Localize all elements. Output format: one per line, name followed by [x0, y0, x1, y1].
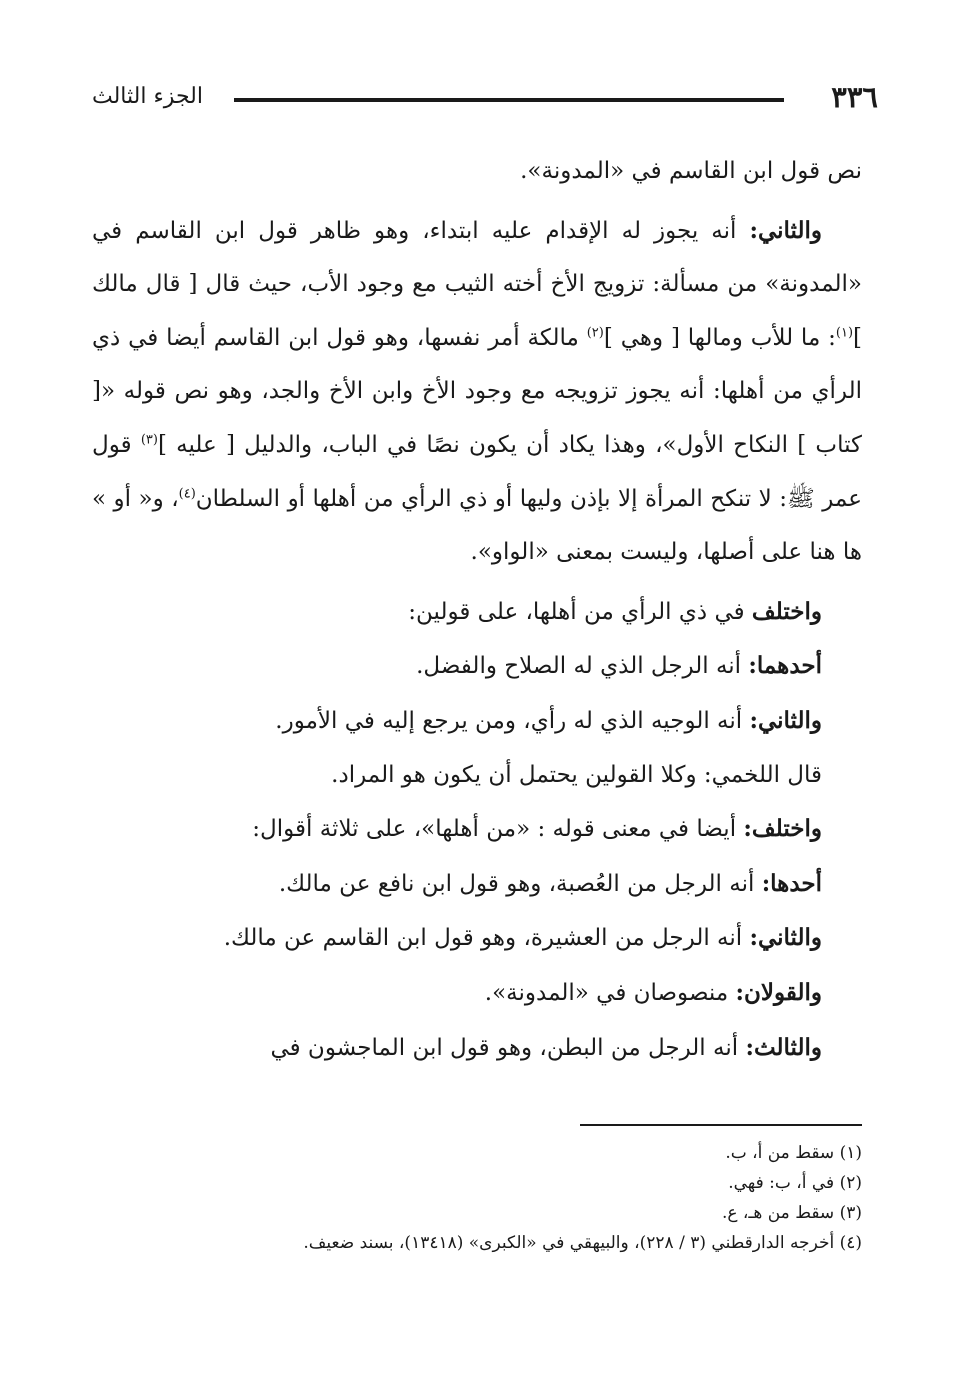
- paragraph-text: أنه الرجل الذي له الصلاح والفضل.: [416, 653, 749, 680]
- footnote-2: (٢) في أ، ب: فهي.: [728, 1173, 862, 1193]
- paragraph-lead: والثاني:: [749, 216, 822, 244]
- footnote-ref-1[interactable]: (١): [835, 325, 854, 341]
- paragraph-6: قال اللخمي: وكلا القولين يحتمل أن يكون هو المراد.: [331, 761, 822, 788]
- footnote-ref-3[interactable]: (٣): [140, 432, 158, 448]
- main-text: [92, 145, 862, 1075]
- paragraph-lead: واختلف:: [743, 815, 822, 843]
- paragraph-lead: أحدها:: [761, 869, 822, 897]
- paragraph-2: [92, 204, 862, 580]
- paragraph-9: [92, 911, 862, 966]
- paragraph-lead: والثاني:: [749, 924, 822, 952]
- footnote-ref-2[interactable]: (٢): [586, 325, 604, 341]
- paragraph-text: أنه الوجيه الذي له رأي، ومن يرجع إليه في الأمور.: [275, 707, 750, 734]
- footnote-ref-4[interactable]: (٤): [178, 485, 196, 501]
- footnote-1: (١) سقط من أ، ب.: [725, 1143, 862, 1163]
- paragraph-lead: أحدهما:: [748, 652, 822, 680]
- paragraph-text: منصوصان في «المدونة».: [484, 979, 736, 1006]
- paragraph-lead: والثالث:: [745, 1033, 822, 1061]
- paragraph-lead: واختلف: [751, 597, 822, 625]
- paragraph-3: [92, 585, 862, 640]
- paragraph-text: مالكة أمر نفسها، وهو قول ابن القاسم أيضا في ذي الرأي من أهلها: أنه يجوز تزويجه مع وجود الأخ وابن الأخ والجد، وهو نص قوله «[ كتاب ] النكاح الأول»، وهذا يكاد أن يكون نصًا في الباب، والدليل [ عليه ]: [92, 324, 862, 458]
- paragraph-text: أنه يجوز له الإقدام عليه ابتداء، وهو ظاهر قول ابن القاسم في «المدونة» من مسألة: تزويج الأخ أخته الثيب مع وجود الأب، حيث قال [ قال مالك ]: [92, 217, 862, 351]
- paragraph-text: ، و« أو » ها هنا على أصلها، وليست بمعنى «الواو».: [92, 485, 862, 566]
- paragraph-text: أيضا في معنى قوله : «من أهلها»، على ثلاثة أقوال:: [252, 816, 744, 843]
- paragraph-10: [92, 966, 862, 1021]
- paragraph-1: نص قول ابن القاسم في «المدونة».: [520, 158, 862, 184]
- paragraph-text: قول عمر ﷺ: لا تنكح المرأة إلا بإذن وليها أو ذي الرأي من أهلها أو السلطان: [92, 431, 862, 512]
- running-title: الجزء الثالث: [92, 84, 203, 109]
- paragraph-lead: والقولان:: [735, 978, 822, 1006]
- paragraph-text: أنه الرجل من البطن، وهو قول ابن الماجشون في: [270, 1034, 746, 1061]
- paragraph-5: [92, 694, 862, 749]
- paragraph-7: [92, 802, 862, 857]
- page-number: ٣٣٦: [831, 80, 878, 114]
- paragraph-text: أنه الرجل من العُصبة، وهو قول ابن نافع عن مالك.: [278, 870, 762, 897]
- paragraph-lead: والثاني:: [749, 706, 822, 734]
- footnotes: [92, 1138, 862, 1258]
- header-rule: [234, 98, 784, 102]
- paragraph-11: [92, 1021, 862, 1076]
- footnote-4: (٤) أخرجه الدارقطني (٣ / ٢٢٨)، والبيهقي في «الكبرى» (١٣٤١٨)، بسند ضعيف.: [303, 1233, 862, 1253]
- paragraph-text: أنه الرجل من العشيرة، وهو قول ابن القاسم عن مالك.: [223, 925, 750, 952]
- paragraph-text: في ذي الرأي من أهلها، على قولين:: [408, 598, 752, 625]
- footnote-3: (٣) سقط من هـ، ع.: [721, 1203, 862, 1223]
- footnotes-separator: [580, 1124, 862, 1126]
- paragraph-4: [92, 639, 862, 694]
- paragraph-text: : ما للأب ومالها [ وهي ]: [603, 324, 836, 351]
- paragraph-8: [92, 857, 862, 912]
- page-header: [92, 80, 878, 120]
